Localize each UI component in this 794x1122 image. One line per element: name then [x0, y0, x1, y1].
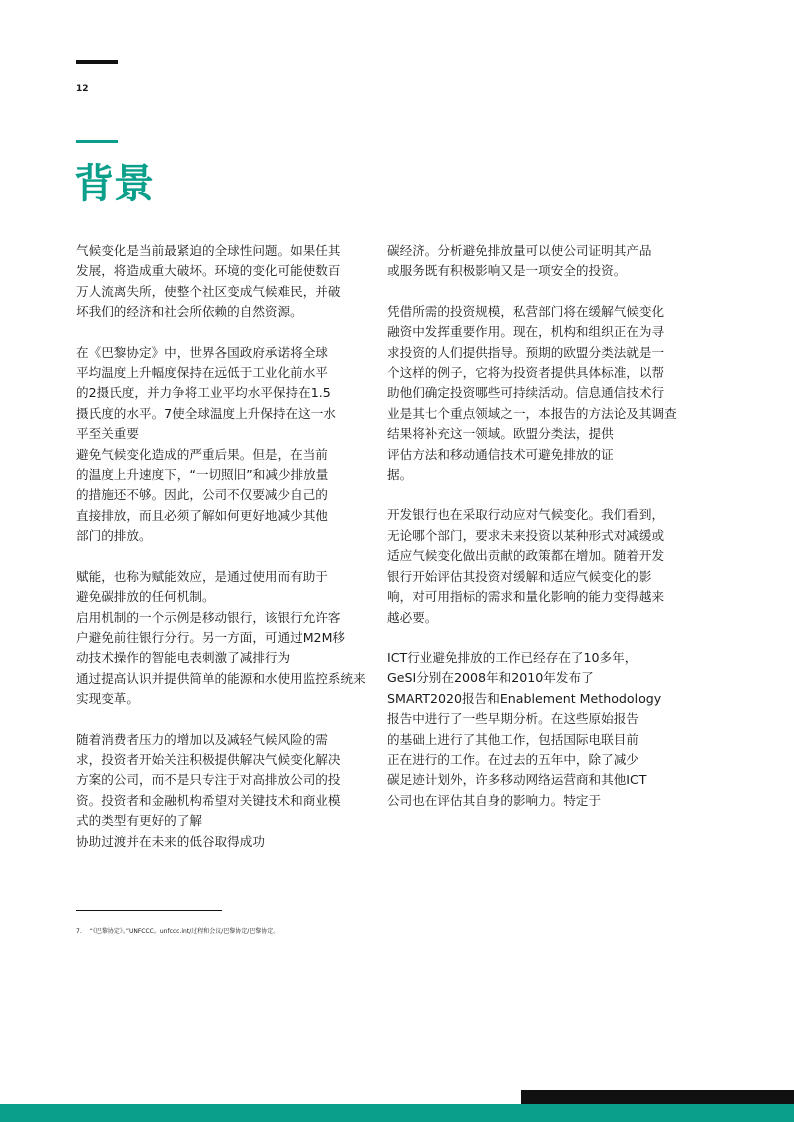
text-line: 的2摄氏度，并力争将工业平均水平保持在1.5 — [76, 385, 331, 401]
footer-band — [0, 1104, 794, 1122]
top-rule — [76, 60, 118, 64]
footnote-text: “《巴黎协定》。”UNFCCC。unfccc.int/过程和会议/巴黎协定/巴黎协定。 — [89, 928, 280, 935]
text-line: 的基础上进行了其他工作，包括国际电联目前 — [387, 731, 639, 747]
text-line: 户避免前往银行分行。另一方面，可通过M2M移 — [76, 629, 346, 645]
text-line: 方案的公司，而不是只专注于对高排放公司的投 — [76, 772, 341, 788]
text-line: 气候变化是当前最紧迫的全球性问题。如果任其 — [76, 243, 341, 258]
text-line: 避免碳排放的任何机制。 — [76, 589, 215, 605]
text-line: 融资中发挥重要作用。现在，机构和组织正在为寻 — [387, 324, 665, 340]
text-line: 开发银行也在采取行动应对气候变化。我们看到， — [387, 507, 665, 523]
footnote-rule — [76, 910, 222, 911]
text-line: 摄氏度的水平。7使全球温度上升保持在这一水 — [76, 405, 336, 421]
text-line: ICT行业避免排放的工作已经存在了10多年， — [387, 649, 638, 665]
text-line: 的温度上升速度下，“一切照旧”和减少排放量 — [76, 467, 329, 483]
text-line: 正在进行的工作。在过去的五年中，除了减少 — [387, 751, 639, 767]
text-line: 凭借所需的投资规模，私营部门将在缓解气候变化 — [387, 303, 665, 319]
text-line: 评估方法和移动通信技术可避免排放的证 — [387, 446, 614, 462]
text-line: 响，对可用指标的需求和量化影响的能力变得越来 — [387, 589, 665, 605]
text-line: 动技术操作的智能电表刺激了减排行为 — [76, 650, 291, 666]
text-line: 通过提高认识并提供简单的能源和水使用监控系统来 — [76, 670, 366, 686]
text-line: 个这样的例子，它将为投资者提供具体标准，以帮 — [387, 365, 665, 381]
paragraph — [387, 505, 687, 627]
text-line: 助他们确定投资哪些可持续活动。信息通信技术行 — [387, 385, 665, 401]
text-line: 平均温度上升幅度保持在远低于工业化前水平 — [76, 365, 328, 381]
text-line: 碳足迹计划外，许多移动网络运营商和其他ICT — [387, 772, 647, 788]
paragraph — [76, 730, 360, 852]
text-line: 越必要。 — [387, 609, 438, 625]
text-line: 或服务既有积极影响又是一项安全的投资。 — [387, 263, 627, 279]
text-line: 坏我们的经济和社会所依赖的自然资源。 — [76, 304, 303, 320]
text-line: 银行开始评估其投资对缓解和适应气候变化的影 — [387, 568, 652, 584]
paragraph — [76, 343, 360, 547]
text-line: 的措施还不够。因此，公司不仅要减少自己的 — [76, 487, 328, 503]
text-line: 无论哪个部门，要求未来投资以某种形式对减缓或 — [387, 527, 665, 543]
footer-dark-bar — [521, 1090, 794, 1104]
text-line: 求，投资者开始关注积极提供解决气候变化解决 — [76, 751, 341, 767]
text-line: 据。 — [387, 467, 413, 483]
text-line: 求投资的人们提供指导。预期的欧盟分类法就是一 — [387, 344, 665, 360]
page-title: 背景 — [74, 161, 154, 207]
paragraph — [387, 302, 687, 486]
text-line: 万人流离失所，使整个社区变成气候难民，并破 — [76, 283, 341, 299]
text-line: 适应气候变化做出贡献的政策都在增加。随着开发 — [387, 548, 665, 564]
text-line: 报告中进行了一些早期分析。在这些原始报告 — [387, 711, 639, 727]
text-line: GeSI分别在2008年和2010年发布了 — [387, 670, 594, 686]
text-line: 业是其七个重点领域之一，本报告的方法论及其调查 — [387, 405, 677, 421]
text-line: 资。投资者和金融机构希望对关键技术和商业模 — [76, 792, 341, 808]
paragraph — [76, 567, 366, 710]
footnote-number: 7. — [76, 928, 82, 935]
left-column — [76, 241, 366, 872]
paragraph — [387, 648, 687, 811]
text-line: 碳经济。分析避免排放量可以使公司证明其产品 — [387, 243, 652, 258]
text-line: 协助过渡并在未来的低谷取得成功 — [76, 833, 265, 849]
text-line: SMART2020报告和Enablement Methodology — [387, 690, 662, 706]
text-line: 赋能，也称为赋能效应，是通过使用而有助于 — [76, 568, 328, 584]
text-line: 结果将补充这一领域。欧盟分类法，提供 — [387, 426, 614, 442]
text-line: 直接排放，而且必须了解如何更好地减少其他 — [76, 507, 328, 523]
paragraph — [387, 241, 687, 282]
footnote — [76, 926, 279, 935]
text-line: 避免气候变化造成的严重后果。但是，在当前 — [76, 446, 328, 462]
text-line: 式的类型有更好的了解 — [76, 813, 202, 829]
text-line: 平至关重要 — [76, 426, 139, 442]
title-rule — [76, 140, 118, 143]
text-line: 公司也在评估其自身的影响力。特定于 — [387, 792, 602, 808]
right-column — [387, 241, 687, 831]
page-number: 12 — [76, 84, 89, 94]
text-line: 启用机制的一个示例是移动银行，该银行允许客 — [76, 609, 341, 625]
paragraph — [76, 241, 360, 323]
text-line: 部门的排放。 — [76, 528, 152, 544]
text-line: 在《巴黎协定》中，世界各国政府承诺将全球 — [76, 344, 328, 360]
text-line: 发展，将造成重大破坏。环境的变化可能使数百 — [76, 263, 341, 279]
text-line: 随着消费者压力的增加以及减轻气候风险的需 — [76, 731, 328, 747]
text-line: 实现变革。 — [76, 691, 139, 707]
